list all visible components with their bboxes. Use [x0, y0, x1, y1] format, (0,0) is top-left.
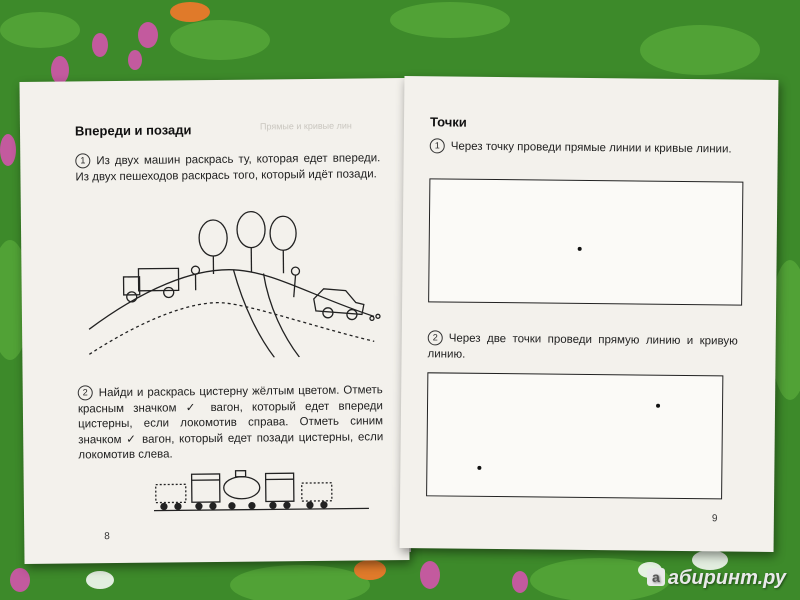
page-number: 9 — [711, 513, 718, 525]
task-number-badge: 1 — [430, 138, 445, 153]
watermark-text: абиринт.ру — [667, 567, 786, 589]
left-task-2 — [78, 382, 384, 464]
drawing-box-two-points[interactable] — [426, 372, 723, 499]
left-task-1 — [75, 150, 380, 185]
left-task-2-text: Найди и раскрась цистерну жёлтым цветом. Отметь красным значком ✓ вагон, который едет впереди цистерны, если локомотив справа. Отметь синим значком ✓ вагон, который едет позади цистерны, если локомотив слева. — [77, 384, 384, 462]
task-number-badge: 2 — [78, 385, 93, 400]
drawing-box-one-point[interactable] — [428, 178, 743, 305]
train-illustration — [154, 466, 369, 516]
right-task-1 — [430, 138, 740, 158]
left-page — [19, 78, 409, 564]
right-task-1-text: Через точку проведи прямые линии и кривые линии. — [450, 140, 732, 156]
point-marker — [578, 247, 582, 251]
right-task-2-text: Через две точки проведи прямую линию и кривую линию. — [427, 332, 738, 361]
road-illustration — [83, 206, 385, 359]
point-marker — [656, 404, 660, 408]
right-page — [400, 76, 779, 552]
left-page-heading: Впереди и позади — [74, 122, 192, 139]
task-number-badge: 1 — [75, 153, 90, 168]
right-task-2 — [427, 330, 737, 365]
point-marker — [477, 466, 481, 470]
right-page-heading: Точки — [429, 114, 467, 130]
page-number: 8 — [104, 531, 110, 543]
watermark — [647, 567, 786, 590]
labirint-logo-icon: a — [647, 568, 665, 586]
task-number-badge: 2 — [428, 330, 443, 345]
left-task-1-text: Из двух машин раскрась ту, которая едет впереди. Из двух пешеходов раскрась того, который идёт позади. — [75, 152, 381, 183]
bleed-through-text: Прямые и кривые лин — [259, 120, 352, 132]
